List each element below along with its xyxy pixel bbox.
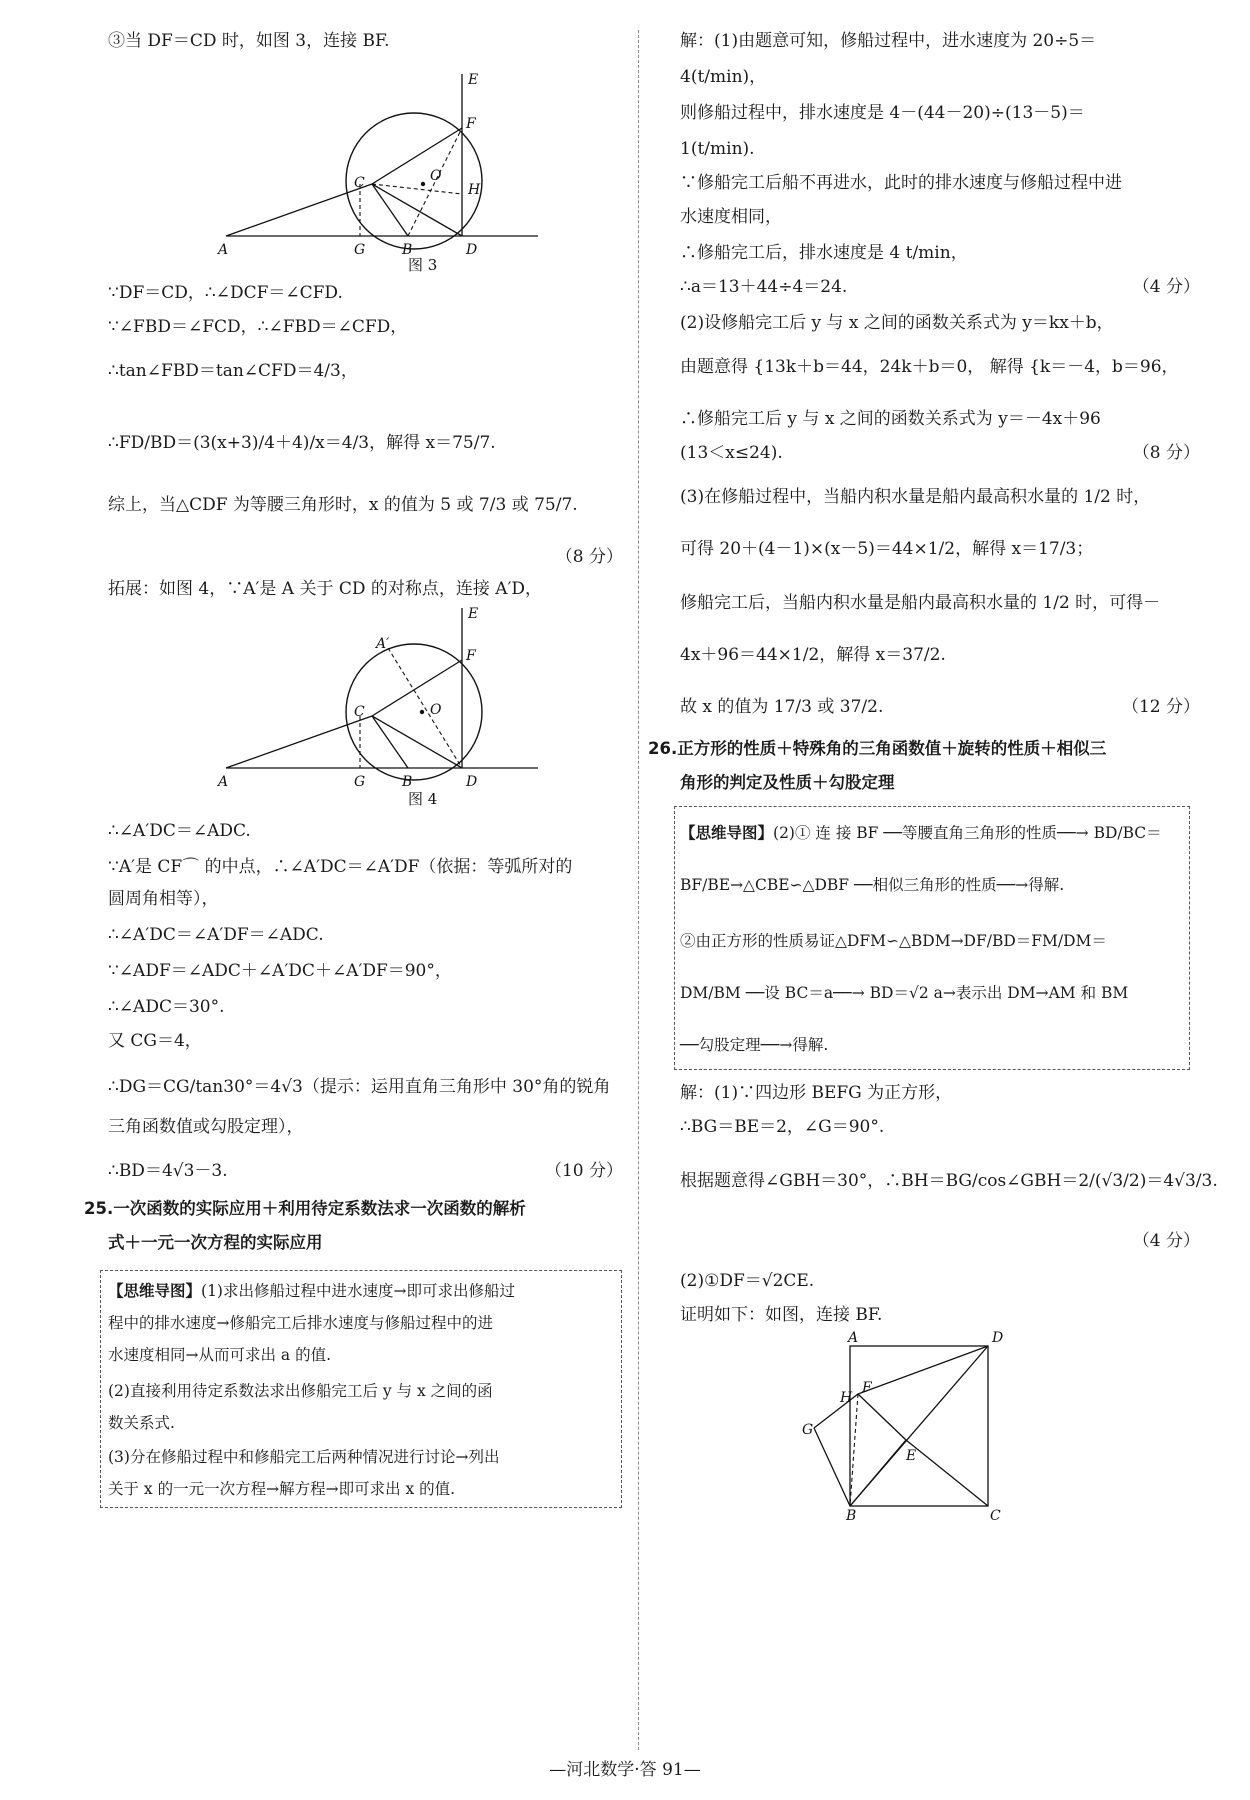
score: （8 分） <box>555 547 623 567</box>
figure-4-caption: 图 4 <box>408 790 438 808</box>
svg-text:B: B <box>402 774 413 790</box>
svg-text:F: F <box>466 648 476 664</box>
score: （8 分） <box>1132 443 1200 463</box>
svg-text:E: E <box>906 1448 917 1464</box>
mind-map-line: 水速度相同→从而可求出 a 的值. <box>108 1346 332 1364</box>
text-line: 由题意得 {13k＋b＝44，24k＋b＝0， 解得 {k＝－4，b＝96， <box>680 357 1179 377</box>
text-line: ∵修船完工后船不再进水，此时的排水速度与修船过程中进 <box>680 173 1122 193</box>
svg-text:A: A <box>848 1330 859 1346</box>
text-line: 则修船过程中，排水速度是 4－(44－20)÷(13－5)＝ <box>680 103 1085 123</box>
text-line: ∴a＝13＋44÷4＝24. <box>680 277 848 297</box>
text-line: ∴FD/BD＝(3(x+3)/4＋4)/x＝4/3，解得 x＝75/7. <box>108 433 496 453</box>
text-line: 解：(1)由题意可知，修船过程中，进水速度为 20÷5＝ <box>680 31 1097 51</box>
text-line: ∴DG＝CG/tan30°＝4√3（提示：运用直角三角形中 30°角的锐角 <box>108 1077 611 1097</box>
svg-text:F: F <box>466 116 476 132</box>
text-line: 拓展：如图 4，∵A′是 A 关于 CD 的对称点，连接 A′D， <box>108 579 543 599</box>
text-line: ∵∠FBD＝∠FCD，∴∠FBD＝∠CFD， <box>108 317 408 337</box>
text-line: 水速度相同， <box>680 207 782 227</box>
text-line: ∴∠A′DC＝∠ADC. <box>108 821 251 841</box>
mind-map-line: ──勾股定理──→得解. <box>680 1036 829 1054</box>
text-line: 根据题意得∠GBH＝30°，∴BH＝BG/cos∠GBH＝2/(√3/2)＝4√3/3. <box>680 1171 1218 1191</box>
svg-text:D: D <box>992 1330 1004 1346</box>
figure-square <box>802 1330 1050 1524</box>
text-line: ∴BD＝4√3－3. <box>108 1161 228 1181</box>
mind-map-line: 【思维导图】(1)求出修船过程中进水速度→即可求出修船过 <box>108 1282 515 1300</box>
text-line: 又 CG＝4， <box>108 1031 202 1051</box>
svg-text:C: C <box>990 1508 1001 1524</box>
mind-map-line: 数关系式. <box>108 1414 175 1432</box>
svg-text:D: D <box>466 774 478 790</box>
svg-text:C: C <box>354 175 365 191</box>
text-line: ∵∠ADF＝∠ADC＋∠A′DC＋∠A′DF＝90°， <box>108 961 452 981</box>
svg-text:G: G <box>354 242 366 258</box>
score: （4 分） <box>1132 1231 1200 1251</box>
text-line: 圆周角相等）， <box>108 889 219 909</box>
figure-3 <box>218 66 548 276</box>
mind-map-line: 程中的排水速度→修船完工后排水速度与修船过程中的进 <box>108 1314 493 1332</box>
text-line: (3)在修船过程中，当船内积水量是船内最高积水量的 1/2 时， <box>680 487 1151 507</box>
question-25-title-line-2: 式＋一元一次方程的实际应用 <box>108 1233 323 1252</box>
text-line: 解：(1)∵四边形 BEFG 为正方形， <box>680 1083 953 1103</box>
text-line: 三角函数值或勾股定理）， <box>108 1117 304 1137</box>
figure-4 <box>218 604 548 814</box>
text-line: (2)设修船完工后 y 与 x 之间的函数关系式为 y＝kx＋b， <box>680 313 1114 333</box>
svg-text:G: G <box>802 1422 814 1438</box>
page-footer: —河北数学·答 91— <box>549 1760 701 1780</box>
text-line: ∴∠A′DC＝∠A′DF＝∠ADC. <box>108 925 324 945</box>
svg-text:F: F <box>862 1380 872 1396</box>
mind-map-line: (2)直接利用待定系数法求出修船完工后 y 与 x 之间的函 <box>108 1382 493 1400</box>
question-26-title-line-2: 角形的判定及性质＋勾股定理 <box>680 773 895 792</box>
text-line: 4x＋96＝44×1/2，解得 x＝37/2. <box>680 645 946 665</box>
text-line: (2)①DF＝√2CE. <box>680 1271 815 1291</box>
svg-text:B: B <box>846 1508 857 1524</box>
svg-text:O: O <box>430 702 442 718</box>
text-line: 证明如下：如图，连接 BF. <box>680 1305 883 1325</box>
svg-text:A′: A′ <box>376 636 390 652</box>
svg-text:O: O <box>430 168 442 184</box>
question-25-title-line-1: 25.一次函数的实际应用＋利用待定系数法求一次函数的解析 <box>84 1199 526 1218</box>
mind-map-line: DM/BM ──设 BC＝a──→ BD＝√2 a→表示出 DM→AM 和 BM <box>680 984 1129 1002</box>
svg-text:A: A <box>218 774 229 790</box>
score: （12 分） <box>1121 697 1200 717</box>
text-line: ∵A′是 CF⌒ 的中点，∴∠A′DC＝∠A′DF（依据：等弧所对的 <box>108 857 573 877</box>
svg-text:B: B <box>402 242 413 258</box>
text-line: ∴∠ADC＝30°. <box>108 997 225 1017</box>
svg-text:E: E <box>468 606 479 622</box>
text-line: 修船完工后，当船内积水量是船内最高积水量的 1/2 时，可得－ <box>680 593 1161 613</box>
text-line: 4(t/min)， <box>680 67 767 87</box>
mind-map-line: ②由正方形的性质易证△DFM∽△BDM→DF/BD＝FM/DM＝ <box>680 932 1107 950</box>
score: （10 分） <box>544 1161 623 1181</box>
text-line: ∵DF＝CD，∴∠DCF＝∠CFD. <box>108 283 343 303</box>
figure-3-caption: 图 3 <box>408 256 438 274</box>
mind-map-line: 关于 x 的一元一次方程→解方程→即可求出 x 的值. <box>108 1480 456 1498</box>
text-line: ∴tan∠FBD＝tan∠CFD＝4/3， <box>108 361 358 381</box>
svg-text:E: E <box>468 72 479 88</box>
text-line: ∴BG＝BE＝2，∠G＝90°. <box>680 1117 885 1137</box>
text-line: 综上，当△CDF 为等腰三角形时，x 的值为 5 或 7/3 或 75/7. <box>108 495 578 515</box>
question-26-title-line-1: 26.正方形的性质＋特殊角的三角函数值＋旋转的性质＋相似三 <box>648 739 1107 758</box>
mind-map-line: (3)分在修船过程中和修船完工后两种情况进行讨论→列出 <box>108 1448 500 1466</box>
text-line: ∴修船完工后 y 与 x 之间的函数关系式为 y＝－4x＋96 <box>680 409 1101 429</box>
text-line: ③当 DF＝CD 时，如图 3，连接 BF. <box>108 31 390 51</box>
svg-text:H: H <box>840 1390 853 1406</box>
mind-map-line: BF/BE→△CBE∽△DBF ──相似三角形的性质──→得解. <box>680 876 1065 894</box>
score: （4 分） <box>1132 277 1200 297</box>
svg-text:A: A <box>218 242 229 258</box>
mind-map-line: 【思维导图】(2)① 连 接 BF ──等腰直角三角形的性质──→ BD/BC＝ <box>680 824 1162 842</box>
svg-text:D: D <box>466 242 478 258</box>
text-line: 可得 20＋(4－1)×(x－5)＝44×1/2，解得 x＝17/3； <box>680 539 1094 559</box>
text-line: 1(t/min). <box>680 139 755 159</box>
text-line: 故 x 的值为 17/3 或 37/2. <box>680 697 884 717</box>
text-line: ∴修船完工后，排水速度是 4 t/min， <box>680 243 968 263</box>
svg-text:H: H <box>468 182 481 198</box>
svg-text:G: G <box>354 774 366 790</box>
text-line: (13＜x≤24). <box>680 443 783 463</box>
column-divider <box>638 30 639 1750</box>
svg-text:C: C <box>354 704 365 720</box>
